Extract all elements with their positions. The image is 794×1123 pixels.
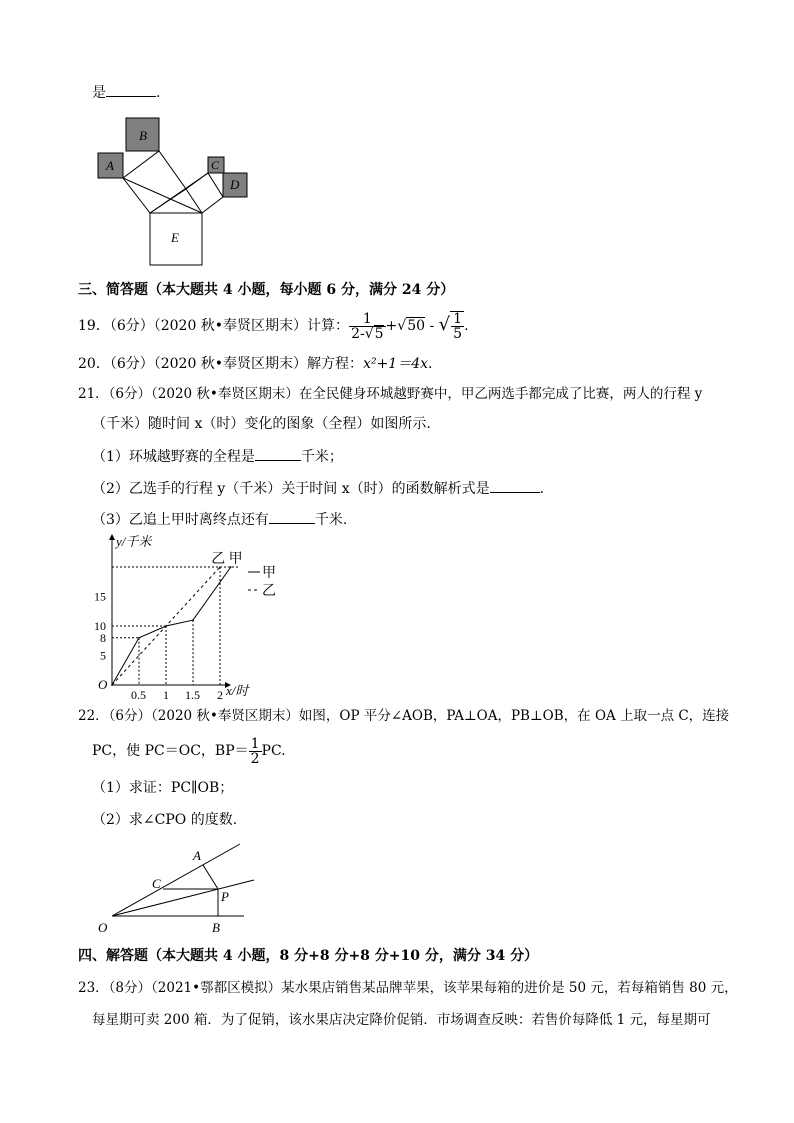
q19-end: . xyxy=(464,318,469,334)
squares-figure xyxy=(90,110,260,270)
q21-blank-1[interactable] xyxy=(255,446,301,461)
x-tick-label: 0.5 xyxy=(131,688,146,702)
y-tick-label: 15 xyxy=(94,589,106,604)
q21-sub3-text: （3）乙追上甲时离终点还有 xyxy=(92,512,269,528)
q19-frac2 xyxy=(450,311,464,341)
q21-line2: （千米）随时间 x（时）变化的图象（全程）如图所示. xyxy=(92,416,431,432)
q20-equation: x²+1＝4x xyxy=(363,356,429,372)
q19-frac2-den: 5 xyxy=(453,326,463,342)
legend-label-jia: 甲 xyxy=(262,566,276,581)
section4-heading: 四、解答题（本大题共 4 小题，8 分+8 分+8 分+10 分，满分 34 分） xyxy=(78,948,539,964)
y-axis-label: y/千米 xyxy=(116,534,152,549)
geometry-figure xyxy=(92,838,272,938)
q22-line2-post: PC. xyxy=(261,743,286,759)
q21-line1: 21．（6分）（2020 秋•奉贤区期末）在全民健身环城越野赛中，甲乙两选手都完成了比赛，两人的行程 y xyxy=(78,386,703,402)
ray-op xyxy=(112,880,254,916)
line-end: . xyxy=(156,85,161,101)
q19-rad2: 50 xyxy=(407,318,426,334)
den-rad: 5 xyxy=(374,325,384,342)
q22-frac-num: 1 xyxy=(250,735,260,752)
y-axis-arrow xyxy=(109,534,115,540)
q21-sub2 xyxy=(92,478,544,499)
den-pre: 2- xyxy=(351,325,365,342)
q21-sub1-text: （1）环城越野赛的全程是 xyxy=(92,449,255,465)
q21-blank-2[interactable] xyxy=(490,478,540,493)
q22-line1: 22．（6分）（2020 秋•奉贤区期末）如图，OP 平分∠AOB，PA⊥OA，PB⊥OB，在 OA 上取一点 C，连接 xyxy=(78,708,730,724)
q20-prefix: 20．（6分）（2020 秋•奉贤区期末）解方程： xyxy=(78,356,364,372)
square-right xyxy=(186,173,223,213)
label-point-a: A xyxy=(193,848,201,863)
x-axis-label: x/时 xyxy=(226,683,249,698)
section3-heading: 三、简答题（本大题共 4 小题，每小题 6 分，满分 24 分） xyxy=(78,282,455,298)
q21-sub1-end: 千米； xyxy=(300,449,343,465)
label-b: B xyxy=(139,128,147,143)
x-tick-label: 1.5 xyxy=(185,688,200,702)
x-tick-label: 2 xyxy=(217,688,223,702)
q23-line2: 每星期可卖 200 箱．为了促销，该水果店决定降价促销．市场调查反映：若售价每降低 1 元，每星期可 xyxy=(92,1012,711,1028)
answer-blank[interactable] xyxy=(106,82,156,97)
series-top-labels: 乙 甲 xyxy=(211,552,243,567)
q23-line1: 23．（8分）（2021•鄠都区模拟）某水果店销售某品牌苹果，该苹果每箱的进价是 50 元，若每箱销售 80 元， xyxy=(78,980,738,996)
label-a: A xyxy=(106,158,114,173)
q19-line: 19．（6分）（2020 秋•奉贤区期末）计算： $\frac{1}{2-√5}$ +√50 - √ $\frac{1}{5}$ . xyxy=(78,310,469,342)
q19-plus: + xyxy=(385,318,398,334)
segment-pa xyxy=(203,865,218,889)
label-point-p: P xyxy=(221,889,229,904)
q22-line2 xyxy=(92,736,286,766)
q21-sub1 xyxy=(92,446,343,467)
q21-sub2-text: （2）乙选手的行程 y（千米）关于时间 x（时）的函数解析式是 xyxy=(92,481,490,497)
label-e: E xyxy=(171,230,179,245)
q22-sub2: （2）求∠CPO 的度数. xyxy=(92,812,238,828)
label-point-c: C xyxy=(152,876,161,891)
label-c: C xyxy=(211,158,220,172)
label-point-o: O xyxy=(98,920,108,935)
q19-frac2-num: 1 xyxy=(453,311,463,327)
y-tick-label: 5 xyxy=(100,648,106,663)
distance-time-chart xyxy=(90,532,290,702)
x-tick-label: 1 xyxy=(163,688,169,702)
data-point xyxy=(192,619,194,621)
y-tick-label: 8 xyxy=(100,630,106,645)
q19-frac1-den: 2-√5 xyxy=(351,325,384,342)
ray-oa xyxy=(112,844,240,916)
data-point xyxy=(111,684,113,686)
q21-blank-3[interactable] xyxy=(269,509,315,524)
fill-blank-line xyxy=(92,82,160,103)
q20-line xyxy=(78,354,432,374)
q20-end: . xyxy=(428,356,433,372)
q22-sub1: （1）求证：PC∥OB； xyxy=(92,780,234,796)
q19-frac1-num: 1 xyxy=(349,312,385,327)
q21-sub3 xyxy=(92,509,347,530)
chart-legend xyxy=(246,562,296,602)
q22-frac xyxy=(249,737,262,766)
q21-sub3-end: 千米. xyxy=(314,512,348,528)
q19-sqrt-sign: √ xyxy=(438,314,451,335)
data-point xyxy=(138,637,140,639)
line-text: 是 xyxy=(92,85,106,101)
q19-frac1 xyxy=(349,312,385,341)
q19-minus: - xyxy=(425,318,439,334)
q21-sub2-end: . xyxy=(539,481,545,497)
label-point-b: B xyxy=(212,920,220,935)
y-tick-label: 10 xyxy=(94,619,106,633)
q22-frac-den: 2 xyxy=(250,750,260,767)
origin-label: O xyxy=(98,677,108,692)
q19-prefix: 19．（6分）（2020 秋•奉贤区期末）计算： xyxy=(78,318,350,334)
q22-line2-pre: PC，使 PC＝OC，BP＝ xyxy=(92,743,249,759)
legend-label-yi: 乙 xyxy=(262,584,276,599)
label-d: D xyxy=(230,177,240,192)
